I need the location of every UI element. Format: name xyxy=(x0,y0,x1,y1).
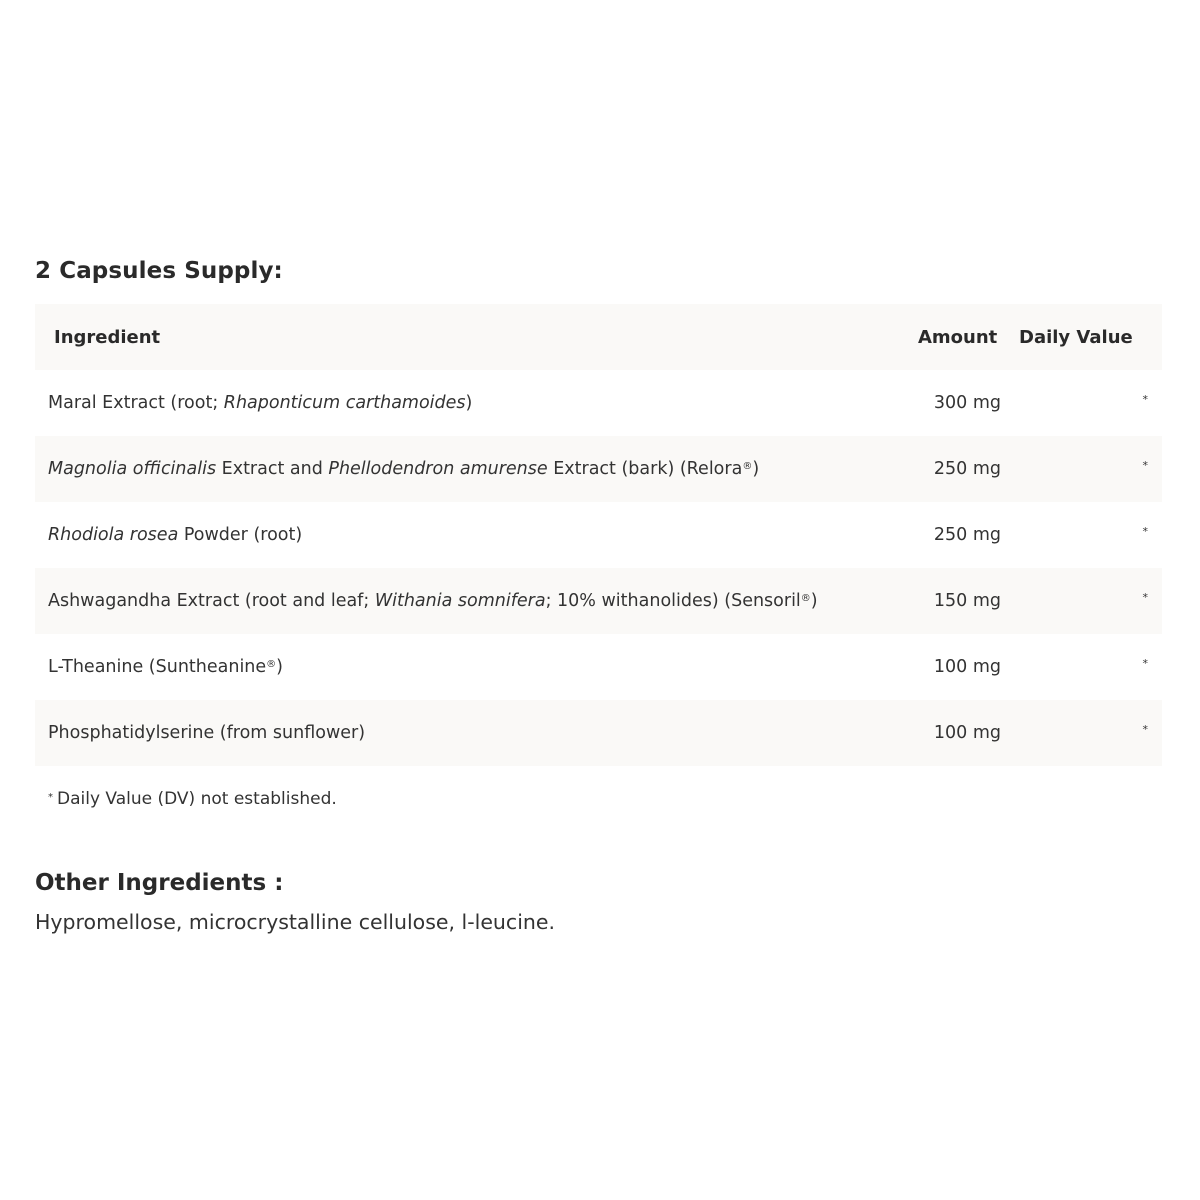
table-row xyxy=(35,502,1162,568)
ingredient-text-segment: ) xyxy=(276,657,283,677)
other-ingredients-heading: Other Ingredients : xyxy=(35,870,284,896)
table-body xyxy=(35,370,1162,766)
daily-value-marker: * xyxy=(1142,656,1148,670)
ingredient-text-segment: Rhaponticum carthamoides xyxy=(223,393,466,413)
other-ingredients-text: Hypromellose, microcrystalline cellulose, l-leucine. xyxy=(35,910,556,934)
ingredient-text-segment: Maral Extract (root; xyxy=(48,393,224,413)
supply-heading: 2 Capsules Supply: xyxy=(35,258,283,284)
ingredient-daily-value xyxy=(1001,700,1162,766)
ingredient-name xyxy=(35,568,914,634)
daily-value-marker: * xyxy=(1142,590,1148,604)
ingredient-daily-value xyxy=(1001,568,1162,634)
header-amount: Amount xyxy=(914,304,1001,370)
supplement-facts-panel xyxy=(35,252,1162,934)
ingredient-text-segment: Withania somnifera xyxy=(374,591,546,611)
ingredient-daily-value xyxy=(1001,370,1162,436)
ingredient-text-segment: L-Theanine (Suntheanine xyxy=(48,657,267,677)
registered-mark: ® xyxy=(266,659,277,670)
ingredient-text-segment: Rhodiola rosea xyxy=(48,525,179,545)
daily-value-footnote xyxy=(35,789,1162,809)
table-row xyxy=(35,436,1162,502)
ingredient-text-segment: Magnolia officinalis xyxy=(48,459,217,479)
ingredient-text-segment: Ashwagandha Extract (root and leaf; xyxy=(48,591,375,611)
registered-mark: ® xyxy=(742,461,753,472)
ingredient-text-segment: Extract and xyxy=(216,459,329,479)
daily-value-marker: * xyxy=(1142,392,1148,406)
ingredient-text-segment: Powder (root) xyxy=(178,525,303,545)
ingredient-text-segment: ) xyxy=(810,591,818,611)
ingredient-amount: 250 mg xyxy=(933,525,1001,545)
ingredient-text-segment: Phellodendron amurense xyxy=(328,459,548,479)
table-row xyxy=(35,700,1162,766)
ingredient-name xyxy=(35,436,914,502)
ingredient-amount: 100 mg xyxy=(933,657,1001,677)
footnote-marker: * xyxy=(48,792,53,803)
ingredient-text-segment: Phosphatidylserine (from sunflower) xyxy=(48,723,366,743)
ingredient-name xyxy=(35,700,914,766)
footnote-text: Daily Value (DV) not established. xyxy=(57,789,337,809)
ingredient-amount: 300 mg xyxy=(933,393,1001,413)
ingredient-name xyxy=(35,502,914,568)
header-ingredient: Ingredient xyxy=(35,304,914,370)
daily-value-marker: * xyxy=(1142,524,1148,538)
ingredient-amount: 150 mg xyxy=(914,568,1001,634)
table-row xyxy=(35,370,1162,436)
ingredient-text-segment: ; 10% withanolides) (Sensoril xyxy=(545,591,801,611)
daily-value-marker: * xyxy=(1142,458,1148,472)
table-row xyxy=(35,568,1162,634)
ingredient-text-segment: ) xyxy=(752,459,760,479)
ingredient-text-segment: ) xyxy=(465,393,473,413)
ingredient-daily-value xyxy=(1001,502,1162,568)
table-row xyxy=(35,634,1162,700)
ingredient-daily-value xyxy=(1001,436,1162,502)
ingredient-amount: 250 mg xyxy=(914,436,1001,502)
ingredient-amount: 100 mg xyxy=(914,700,1001,766)
ingredient-text-segment: Extract (bark) (Relora xyxy=(547,459,743,479)
table-header-row xyxy=(35,304,1162,370)
daily-value-marker: * xyxy=(1142,722,1148,736)
ingredient-name xyxy=(35,634,914,700)
header-daily-value: Daily Value xyxy=(1001,304,1162,370)
supplement-facts-table xyxy=(35,304,1162,766)
ingredient-name xyxy=(35,370,914,436)
registered-mark: ® xyxy=(800,593,811,604)
ingredient-daily-value xyxy=(1001,634,1162,700)
